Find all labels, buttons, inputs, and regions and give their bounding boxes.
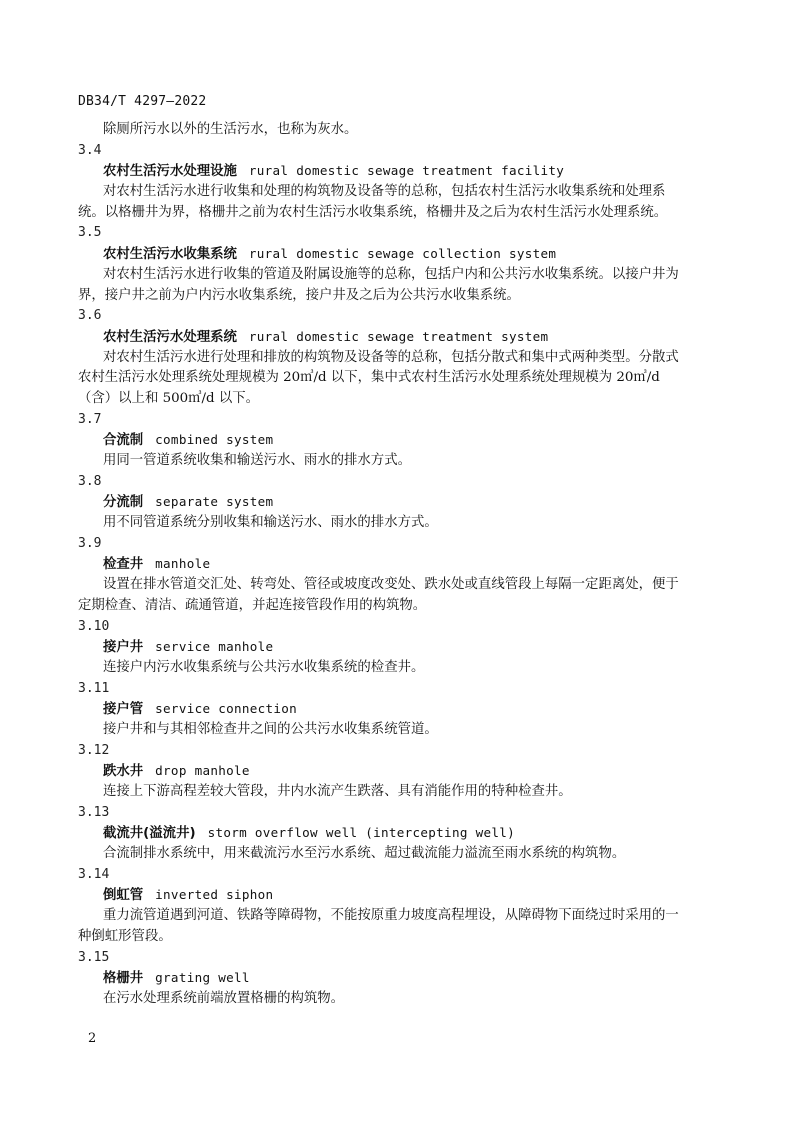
term-entry [78, 306, 698, 409]
term-definition-line: 在污水处理系统前端放置格栅的构筑物。 [103, 990, 345, 1006]
term-english: grating well [155, 970, 250, 986]
term-chinese: 农村生活污水收集系统 [103, 247, 237, 263]
term-chinese: 分流制 [103, 495, 144, 511]
term-entry [78, 865, 698, 948]
term-english: rural domestic sewage collection system [248, 246, 557, 262]
term-number: 3.6 [78, 308, 102, 324]
term-chinese: 格栅井 [103, 971, 144, 987]
term-definition-line: 接户井和与其相邻检查井之间的公共污水收集系统管道。 [103, 721, 438, 737]
term-chinese: 检查井 [103, 557, 144, 573]
term-heading [78, 430, 698, 451]
term-heading [78, 823, 698, 844]
term-entry [78, 803, 698, 865]
term-heading [78, 244, 698, 265]
term-entry [78, 617, 698, 679]
intro-definition-text: 除厕所污水以外的生活污水，也称为灰水。 [103, 122, 358, 137]
term-english: service connection [155, 701, 298, 717]
term-entry [78, 141, 698, 224]
term-definition-line: 对农村生活污水进行收集和处理的构筑物及设备等的总称，包括农村生活污水收集系统和处理系 [103, 184, 666, 200]
term-english: rural domestic sewage treatment facility [248, 163, 565, 179]
term-number: 3.12 [78, 742, 110, 758]
term-definition-line: 连接户内污水收集系统与公共污水收集系统的检查井。 [103, 659, 425, 675]
term-chinese: 接户井 [103, 640, 144, 656]
term-definition-line: 统。以格栅井为界，格栅井之前为农村生活污水收集系统，格栅井及之后为农村生活污水处理系统。 [78, 204, 668, 220]
term-chinese: 跌水井 [103, 764, 144, 780]
term-definition-line: 连接上下游高程差较大管段，井内水流产生跌落、具有消能作用的特种检查井。 [103, 784, 572, 799]
term-english: inverted siphon [155, 887, 274, 903]
term-entry [78, 679, 698, 741]
page-number: 2 [88, 1031, 97, 1046]
term-entry [78, 410, 698, 472]
term-entry [78, 948, 698, 1010]
term-chinese: 农村生活污水处理设施 [103, 164, 237, 180]
term-heading [78, 327, 698, 348]
term-english: service manhole [155, 639, 274, 655]
term-heading [78, 554, 698, 575]
term-entry [78, 472, 698, 534]
term-definition-line: 设置在排水管道交汇处、转弯处、管径或坡度改变处、跌水处或直线管段上每隔一定距离处，便于 [103, 577, 679, 593]
term-number: 3.14 [78, 866, 110, 882]
term-definition-line: 农村生活污水处理系统处理规模为 20㎥/d 以下，集中式农村生活污水处理系统处理规模为 20㎥/d [78, 370, 660, 386]
term-chinese: 合流制 [103, 433, 144, 449]
term-heading [78, 699, 698, 720]
term-definition-line: 重力流管道遇到河道、铁路等障碍物，不能按原重力坡度高程埋设，从障碍物下面绕过时采用的一 [103, 908, 679, 924]
term-number: 3.7 [78, 411, 102, 427]
term-definition-line: 用同一管道系统收集和输送污水、雨水的排水方式。 [103, 453, 411, 468]
term-heading [78, 492, 698, 513]
term-number: 3.10 [78, 618, 110, 634]
term-entries-list [78, 141, 698, 1010]
term-definition-line: 对农村生活污水进行处理和排放的构筑物及设备等的总称，包括分散式和集中式两种类型。分散式 [103, 349, 679, 365]
term-definition-line: 界，接户井之前为户内污水收集系统，接户井及之后为公共污水收集系统。 [78, 287, 520, 303]
term-english: combined system [155, 432, 274, 448]
term-entry [78, 534, 698, 617]
term-english: manhole [155, 556, 211, 572]
term-number: 3.4 [78, 142, 102, 158]
term-definition-line: （含）以上和 500㎥/d 以下。 [78, 390, 260, 406]
term-english: drop manhole [155, 763, 250, 779]
standard-code-header: DB34/T 4297—2022 [78, 94, 207, 109]
term-number: 3.8 [78, 473, 102, 489]
term-definition-line: 种倒虹形管段。 [78, 928, 172, 944]
term-number: 3.11 [78, 680, 110, 696]
term-definition-line: 合流制排水系统中，用来截流污水至污水系统、超过截流能力溢流至雨水系统的构筑物。 [103, 846, 626, 862]
term-chinese: 接户管 [103, 702, 144, 718]
term-chinese: 倒虹管 [103, 888, 144, 904]
term-number: 3.15 [78, 949, 110, 965]
term-definition-line: 定期检查、清洁、疏通管道，并起连接管段作用的构筑物。 [78, 597, 427, 613]
term-number: 3.13 [78, 804, 110, 820]
term-number: 3.5 [78, 225, 102, 241]
term-chinese: 农村生活污水处理系统 [103, 329, 237, 345]
term-heading [78, 637, 698, 658]
term-entry [78, 223, 698, 306]
term-english: storm overflow well (intercepting well) [207, 825, 515, 841]
term-heading [78, 968, 698, 989]
term-definition-line: 对农村生活污水进行收集的管道及附属设施等的总称，包括户内和公共污水收集系统。以接户井为 [103, 266, 679, 282]
term-heading [78, 761, 698, 782]
term-number: 3.9 [78, 535, 102, 551]
term-entry [78, 741, 698, 803]
term-heading [78, 161, 698, 182]
term-chinese: 截流井(溢流井) [103, 826, 196, 842]
term-english: rural domestic sewage treatment system [248, 328, 549, 344]
term-definition-line: 用不同管道系统分别收集和输送污水、雨水的排水方式。 [103, 515, 438, 531]
terms-section [78, 120, 698, 1010]
term-english: separate system [155, 494, 274, 510]
term-heading [78, 885, 698, 906]
